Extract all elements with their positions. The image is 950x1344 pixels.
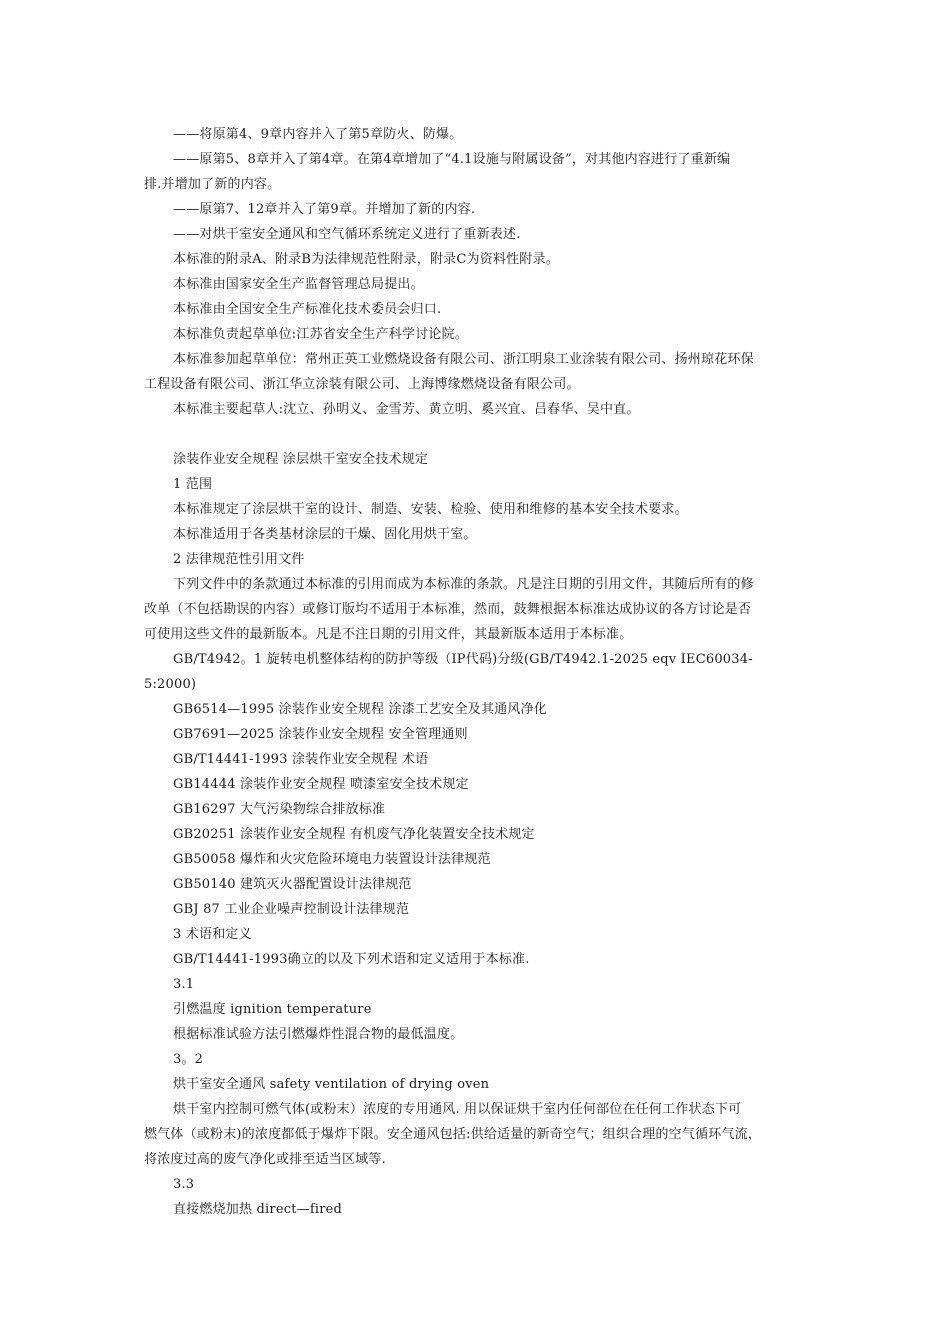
document-title: 涂装作业安全规程 涂层烘干室安全技术规定: [173, 452, 429, 467]
reference-item: GB50140 建筑灭火器配置设计法律规范: [173, 877, 412, 892]
paragraph-line: 本标准规定了涂层烘干室的设计、制造、安装、检验、使用和维修的基本安全技术要求。: [173, 502, 688, 517]
term-number: 3。2: [173, 1052, 204, 1067]
paragraph-line: GB/T14441-1993确立的以及下列术语和定义适用于本标准.: [173, 952, 530, 967]
term-number: 3.1: [173, 977, 195, 992]
term-title: 引燃温度 ignition temperature: [173, 1002, 372, 1017]
term-definition: 燃气体（或粉末)的浓度都低于爆炸下限。安全通风包括:供给适量的新奇空气；组织合理的空气循环气流，: [144, 1127, 762, 1142]
foreword-line: ——原第7、12章并入了第9章。并增加了新的内容.: [173, 202, 476, 217]
term-title: 烘干室安全通风 safety ventilation of drying oven: [173, 1077, 490, 1092]
reference-item: GB50058 爆炸和火灾危险环境电力装置设计法律规范: [173, 852, 491, 867]
foreword-line: 本标准参加起草单位：常州正英工业燃烧设备有限公司、浙江明泉工业涂装有限公司、扬州琼花环保: [173, 352, 754, 367]
term-number: 3.3: [173, 1177, 195, 1192]
reference-item: GB6514—1995 涂装作业安全规程 涂漆工艺安全及其通风净化: [173, 702, 547, 717]
term-definition: 将浓度过高的废气净化或排至适当区域等.: [144, 1152, 386, 1167]
foreword-line: 本标准的附录A、附录B为法律规范性附录，附录C为资料性附录。: [173, 252, 559, 267]
section-heading: 1 范围: [173, 477, 213, 492]
reference-item: GB/T4942。1 旋转电机整体结构的防护等级（IP代码)分级(GB/T4942.1-2025 eqv IEC60034-: [173, 652, 753, 667]
foreword-line: ——原第5、8章并入了第4章。在第4章增加了“4.1设施与附属设备”，对其他内容进行了重新编: [173, 152, 731, 167]
reference-item: 5:2000): [144, 677, 197, 692]
foreword-line: 本标准负责起草单位:江苏省安全生产科学讨论院。: [173, 327, 468, 342]
term-definition: 根据标准试验方法引燃爆炸性混合物的最低温度。: [173, 1027, 464, 1042]
foreword-line: 本标准由国家安全生产监督管理总局提出。: [173, 277, 424, 292]
foreword-line: ——将原第4、9章内容并入了第5章防火、防爆。: [173, 127, 463, 142]
term-title: 直接燃烧加热 direct—fired: [173, 1202, 343, 1217]
reference-item: GB16297 大气污染物综合排放标准: [173, 802, 386, 817]
foreword-line: 排.并增加了新的内容。: [144, 177, 281, 192]
foreword-line: 本标准主要起草人:沈立、孙明义、金雪芳、黄立明、奚兴宜、吕春华、吴中直。: [173, 402, 640, 417]
reference-item: GB/T14441-1993 涂装作业安全规程 术语: [173, 752, 429, 767]
reference-item: GB20251 涂装作业安全规程 有机废气净化装置安全技术规定: [173, 827, 535, 842]
foreword-line: ——对烘干室安全通风和空气循环系统定义进行了重新表述.: [173, 227, 521, 242]
reference-item: GB7691—2025 涂装作业安全规程 安全管理通则: [173, 727, 468, 742]
paragraph-line: 本标准适用于各类基材涂层的干燥、固化用烘干室。: [173, 527, 477, 542]
section-heading: 2 法律规范性引用文件: [173, 552, 305, 567]
foreword-line: 本标准由全国安全生产标准化技术委员会归口.: [173, 302, 442, 317]
term-definition: 烘干室内控制可燃气体(或粉末）浓度的专用通风. 用以保证烘干室内任何部位在任何工作状态下可: [173, 1102, 742, 1117]
reference-item: GB14444 涂装作业安全规程 喷漆室安全技术规定: [173, 777, 469, 792]
reference-item: GBJ 87 工业企业噪声控制设计法律规范: [173, 902, 410, 917]
section-heading: 3 术语和定义: [173, 927, 252, 942]
foreword-line: 工程设备有限公司、浙江华立涂装有限公司、上海博缘燃烧设备有限公司。: [144, 377, 580, 392]
paragraph-line: 下列文件中的条款通过本标准的引用而成为本标准的条款。凡是注日期的引用文件，其随后所有的修: [173, 577, 754, 592]
paragraph-line: 改单（不包括勘误的内容）或修订版均不适用于本标准，然而，鼓舞根据本标准达成协议的各方讨论是否: [144, 602, 752, 617]
paragraph-line: 可使用这些文件的最新版本。凡是不注日期的引用文件，其最新版本适用于本标准。: [144, 627, 633, 642]
